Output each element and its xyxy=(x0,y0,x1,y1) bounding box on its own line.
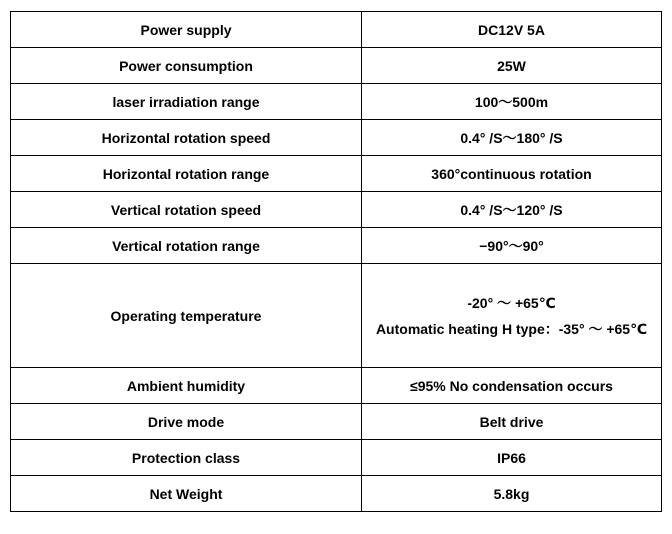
table-row xyxy=(11,404,662,440)
spec-name-vertical-speed: Vertical rotation speed xyxy=(11,192,362,228)
spec-name-drive-mode: Drive mode xyxy=(11,404,362,440)
spec-name-laser-range: laser irradiation range xyxy=(11,84,362,120)
spec-table xyxy=(10,11,662,512)
spec-name-net-weight: Net Weight xyxy=(11,476,362,512)
spec-value-power-consumption: 25W xyxy=(362,48,662,84)
table-row xyxy=(11,228,662,264)
spec-value-drive-mode: Belt drive xyxy=(362,404,662,440)
temperature-heating-type: Automatic heating H type：-35° ～ +65℃ xyxy=(375,320,648,337)
spec-value-net-weight: 5.8kg xyxy=(362,476,662,512)
spec-name-power-consumption: Power consumption xyxy=(11,48,362,84)
spec-value-protection-class: IP66 xyxy=(362,440,662,476)
table-row xyxy=(11,48,662,84)
spec-value-operating-temperature xyxy=(362,264,662,368)
spec-value-vertical-range: −90°～90° xyxy=(362,228,662,264)
spec-name-operating-temperature: Operating temperature xyxy=(11,264,362,368)
spec-value-ambient-humidity: ≤95% No condensation occurs xyxy=(362,368,662,404)
table-row xyxy=(11,476,662,512)
table-row xyxy=(11,368,662,404)
spec-value-laser-range: 100～500m xyxy=(362,84,662,120)
table-row xyxy=(11,264,662,368)
spec-name-ambient-humidity: Ambient humidity xyxy=(11,368,362,404)
spec-name-power-supply: Power supply xyxy=(11,12,362,48)
table-row xyxy=(11,192,662,228)
temperature-standard: -20° ～ +65℃ xyxy=(467,294,556,311)
spec-value-power-supply: DC12V 5A xyxy=(362,12,662,48)
spec-value-horizontal-speed: 0.4° /S～180° /S xyxy=(362,120,662,156)
table-row xyxy=(11,156,662,192)
table-row xyxy=(11,12,662,48)
table-row xyxy=(11,84,662,120)
spec-name-horizontal-speed: Horizontal rotation speed xyxy=(11,120,362,156)
spec-name-horizontal-range: Horizontal rotation range xyxy=(11,156,362,192)
spec-name-protection-class: Protection class xyxy=(11,440,362,476)
table-row xyxy=(11,120,662,156)
table-row xyxy=(11,440,662,476)
spec-value-vertical-speed: 0.4° /S～120° /S xyxy=(362,192,662,228)
spec-value-horizontal-range: 360°continuous rotation xyxy=(362,156,662,192)
spec-name-vertical-range: Vertical rotation range xyxy=(11,228,362,264)
